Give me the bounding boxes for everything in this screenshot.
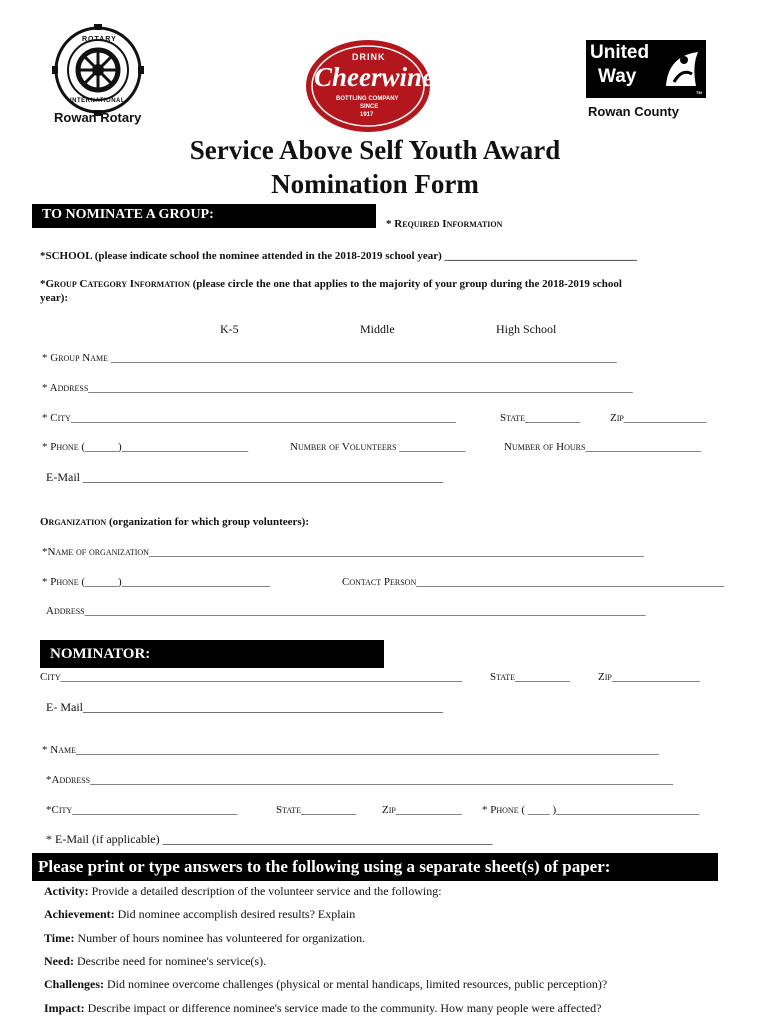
rotary-logo (48, 22, 156, 130)
question-label: Impact: (44, 1001, 85, 1015)
group-category-lead: *Group Category Information (40, 278, 190, 290)
question-label: Need: (44, 954, 74, 968)
question-activity (44, 884, 442, 899)
organization-address-field[interactable]: Address______________________________________________________________________________________________________ (46, 605, 646, 617)
united-way-line1: United (590, 42, 650, 63)
category-option-k5[interactable]: K-5 (220, 322, 239, 336)
category-option-high-school[interactable]: High School (496, 322, 557, 336)
united-way-line2: Way (598, 66, 637, 87)
group-category-instructions: (please circle the one that applies to the majority of your group during the 2018-2019 school (189, 278, 622, 290)
nominator-city-field[interactable]: *City______________________________ (46, 804, 238, 816)
question-text: Provide a detailed description of the volunteer service and the following: (88, 884, 442, 898)
nominator-address-field[interactable]: *Address__________________________________________________________________________________________________________ (46, 774, 674, 786)
question-text: Did nominee accomplish desired results? Explain (114, 907, 356, 921)
nominator-email-field[interactable]: * E-Mail (if applicable) _______________________________________________________ (46, 832, 493, 846)
cheerwine-brand: Cheerwine (314, 62, 435, 92)
nominator-phone-field[interactable]: * Phone ( ____ )__________________________ (482, 804, 700, 816)
group-name-field[interactable]: * Group Name ____________________________________________________________________________________________ (42, 352, 617, 364)
question-text: Did nominee overcome challenges (physical or mental handicaps, limited resources, public perception)? (104, 977, 608, 991)
rotary-ring-top: ROTARY (82, 36, 117, 43)
question-challenges (44, 977, 607, 992)
question-achievement (44, 907, 355, 922)
rotary-ring-bottom: INTERNATIONAL (70, 98, 126, 104)
united-way-logo (584, 40, 710, 124)
group-hours-field[interactable]: Number of Hours_____________________ (504, 441, 701, 453)
question-time (44, 931, 365, 946)
group-section-header: TO NOMINATE A GROUP: (32, 204, 376, 228)
cheerwine-since: SINCE (360, 104, 379, 110)
group-email-field[interactable]: E-Mail ____________________________________________________________ (46, 470, 443, 484)
form-title-line2: Nomination Form (271, 169, 479, 199)
organization-lead: Organization (40, 516, 107, 528)
nominator-top-state-field[interactable]: State__________ (490, 671, 571, 683)
question-text: Describe impact or difference nominee's service made to the community. How many people were affected? (84, 1001, 602, 1015)
question-impact (44, 1001, 601, 1016)
group-city-field[interactable]: * City______________________________________________________________________ (42, 412, 456, 424)
group-zip-field[interactable]: Zip_______________ (610, 412, 707, 424)
nominator-top-email-field[interactable]: E- Mail____________________________________________________________ (46, 700, 443, 714)
united-way-caption: Rowan County (588, 104, 679, 119)
form-title-line1: Service Above Self Youth Award (189, 135, 561, 165)
cheerwine-sub: BOTTLING COMPANY (336, 96, 399, 102)
cheerwine-logo (302, 38, 436, 138)
united-way-tm: TM (696, 90, 702, 95)
question-label: Challenges: (44, 977, 104, 991)
organization-description: (organization for which group volunteers): (106, 516, 309, 528)
question-text: Describe need for nominee's service(s). (74, 954, 267, 968)
question-text: Number of hours nominee has volunteered for organization. (74, 931, 366, 945)
group-volunteers-field[interactable]: Number of Volunteers ____________ (290, 441, 466, 453)
group-state-field[interactable]: State__________ (500, 412, 581, 424)
organization-phone-field[interactable]: * Phone (______)___________________________ (42, 576, 271, 588)
organization-heading (40, 516, 309, 528)
question-need (44, 954, 266, 969)
required-info-note: * Required Information (386, 218, 503, 230)
nominator-state-field[interactable]: State__________ (276, 804, 357, 816)
school-field[interactable]: *SCHOOL (please indicate school the nominee attended in the 2018-2019 school year) ___________________________________ (40, 250, 638, 262)
rotary-caption: Rowan Rotary (54, 110, 142, 125)
organization-contact-field[interactable]: Contact Person________________________________________________________ (342, 576, 725, 588)
cheerwine-drink: DRINK (352, 52, 386, 62)
nominator-top-zip-field[interactable]: Zip________________ (598, 671, 700, 683)
nominator-section-header: NOMINATOR: (40, 640, 384, 668)
group-category-line1 (40, 278, 622, 290)
category-option-middle[interactable]: Middle (360, 322, 395, 336)
cheerwine-year: 1917 (360, 112, 374, 118)
nominator-zip-field[interactable]: Zip____________ (382, 804, 462, 816)
question-label: Activity: (44, 884, 89, 898)
group-phone-field[interactable]: * Phone (______)_______________________ (42, 441, 249, 453)
answers-section-header: Please print or type answers to the following using a separate sheet(s) of paper: (32, 853, 718, 881)
group-address-field[interactable]: * Address___________________________________________________________________________________________________ (42, 382, 633, 394)
organization-name-field[interactable]: *Name of organization__________________________________________________________________________________________ (42, 546, 644, 558)
nominator-top-city-field[interactable]: City_________________________________________________________________________ (40, 671, 463, 683)
question-label: Achievement: (44, 907, 115, 921)
nominator-name-field[interactable]: * Name__________________________________________________________________________________________________________ (42, 744, 659, 756)
group-category-line2: year): (40, 292, 69, 304)
question-label: Time: (44, 931, 75, 945)
helping-hand-icon (662, 46, 702, 92)
